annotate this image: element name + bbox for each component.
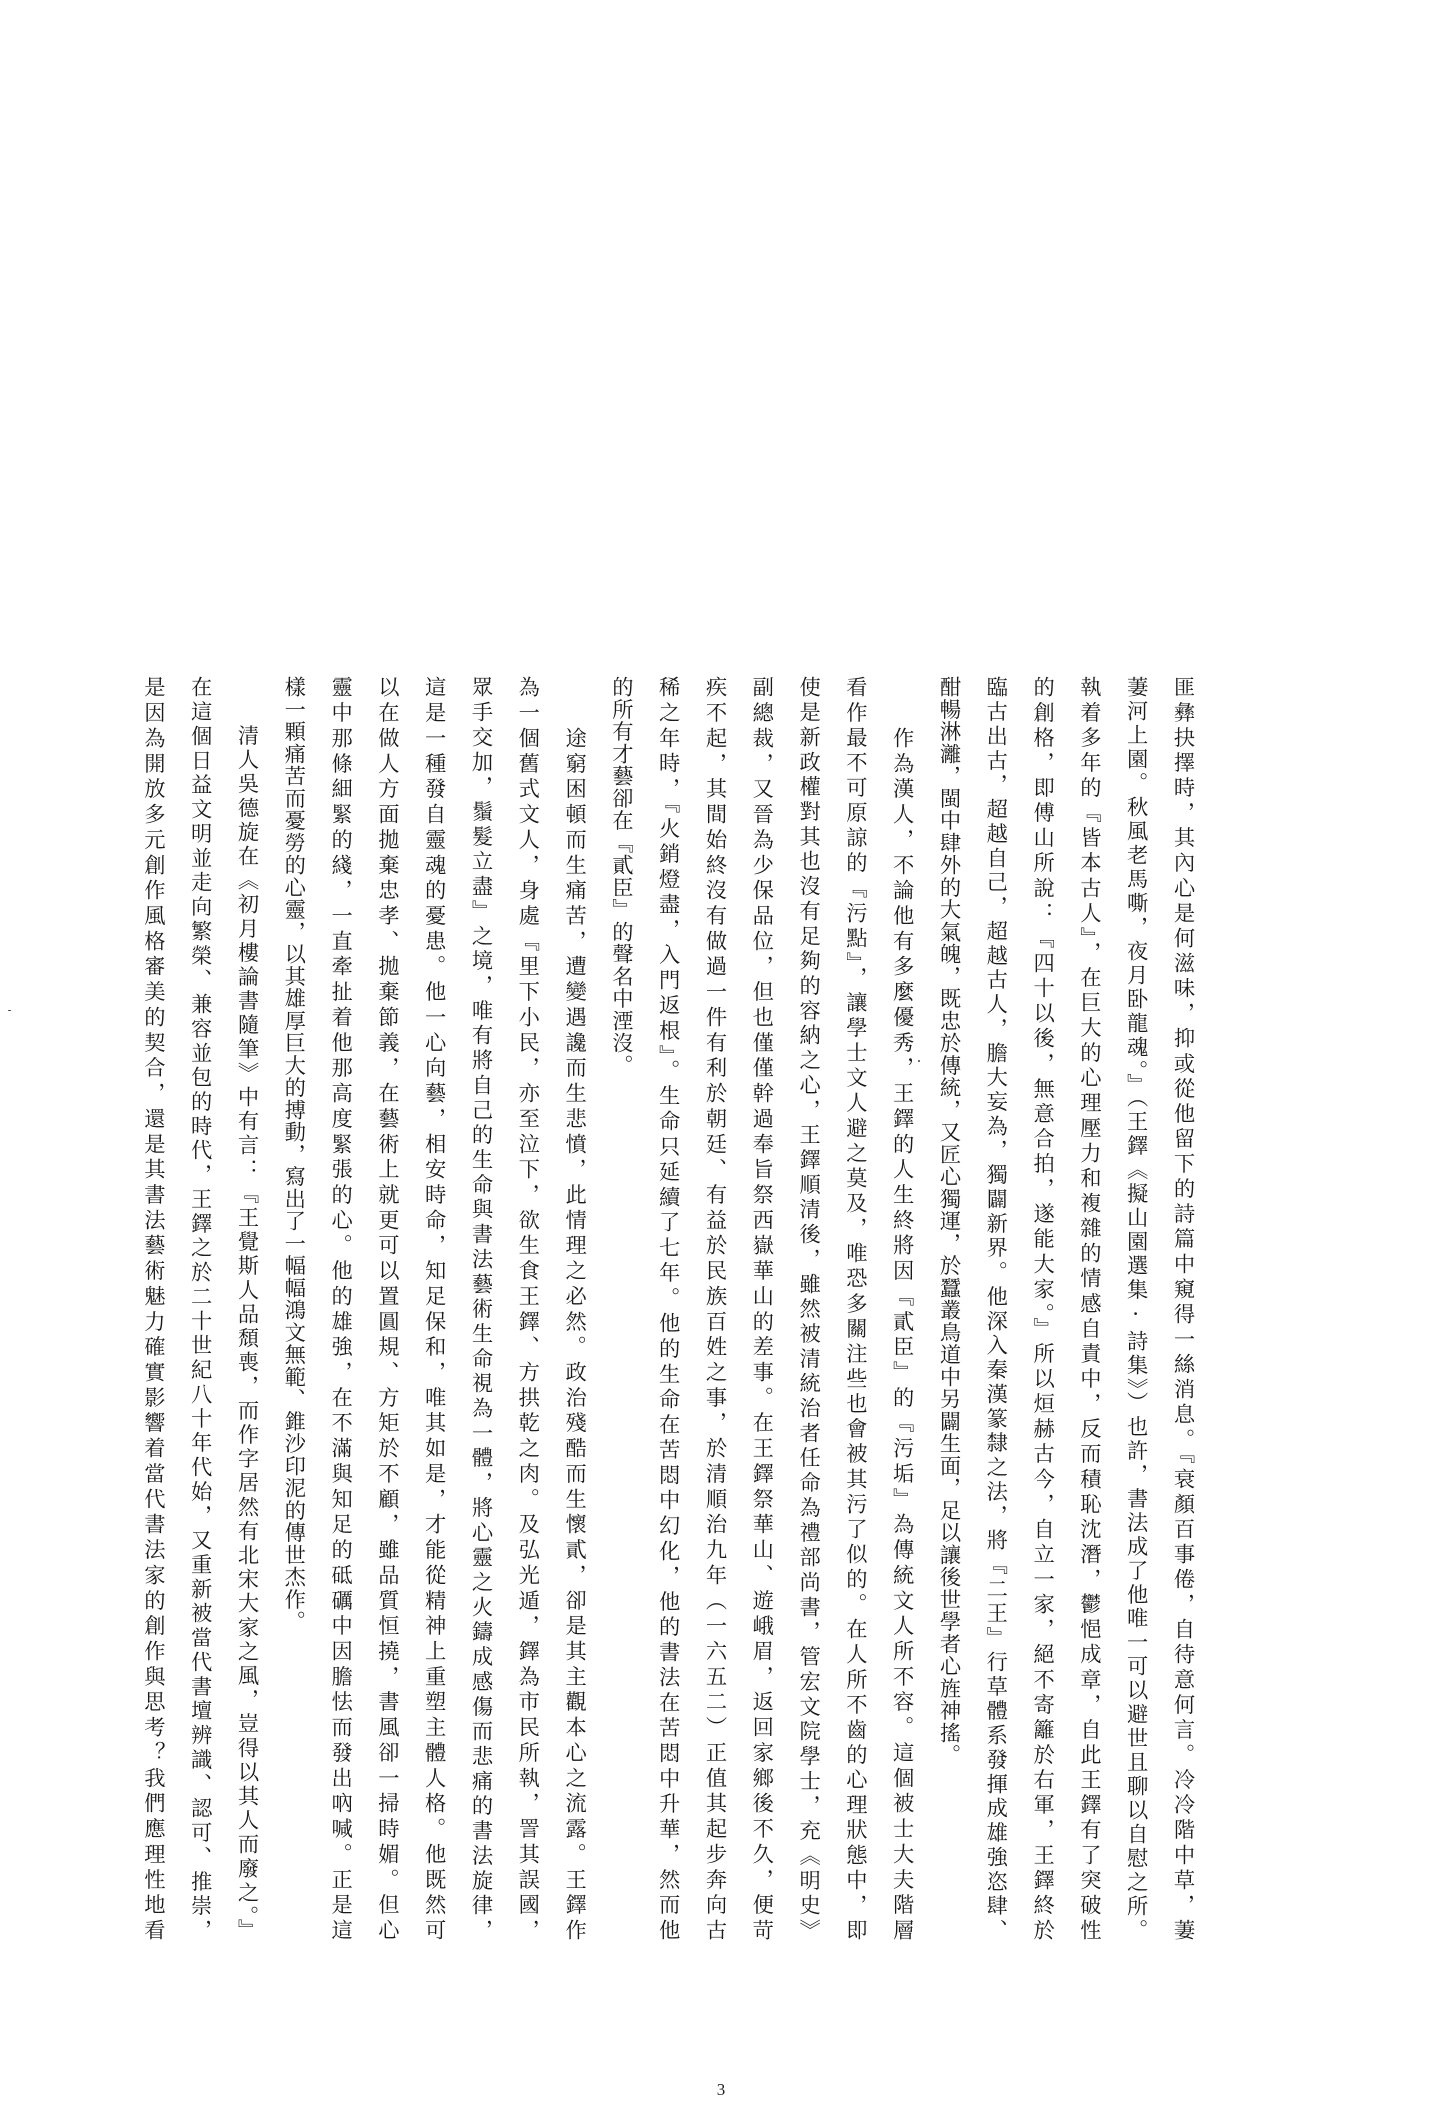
text-column: 在這個日益文明並走向繁榮、兼容並包的時代，王鐸之於二十世紀八十年代始，又重新被當代書壇辨識、認可、推崇， [187, 676, 213, 1941]
text-column: 以在做人方面拋棄忠孝、拋棄節義，在藝術上就更可以置圓規、方矩於不顧，雖品質恒撓，書風卻一掃時媚。但心 [374, 676, 400, 1941]
text-column: 清人吳德旋在《初月樓論書隨筆》中有言：『王覺斯人品頹喪，而作字居然有北宋大家之風，豈得以其人而廢之。』 [234, 676, 259, 1941]
text-column: 作為漢人，不論他有多麼優秀，王鐸的人生終將因『貳臣』的『污垢』為傳統文人所不容。這個被士大夫階層 [889, 676, 915, 1941]
text-column: 的所有才藝卻在『貳臣』的聲名中湮沒。 [608, 676, 634, 1077]
text-column: 匪彝抉擇時，其內心是何滋味，抑或從他留下的詩篇中窺得一絲消息。『衰顏百事倦，自待意何言。冷冷階中草，萋 [1170, 676, 1195, 1941]
text-column: 疾不起，其間始終沒有做過一件有利於朝廷、有益於民族百姓之事，於清順治九年（一六五二）正值其起步奔向古 [702, 676, 727, 1941]
text-column: 是因為開放多元創作風格審美的契合，還是其書法藝術魅力確實影響着當代書法家的創作與思考？我們應理性地看 [140, 676, 166, 1941]
text-column: 酣暢淋灕，閩中肆外的大氣魄，既忠於傳統，又匠心獨運，於蠶叢鳥道中另闢生面，足以讓後世學者心旌神搖。 [936, 676, 961, 1767]
text-column: 為一個舊式文人，身處『里下小民，亦至泣下，欲生食王鐸、方拱乾之肉。及弘光遁，鐸為市民所執，詈其誤國， [514, 676, 540, 1941]
text-column: 途窮困頓而生痛苦，遭變遇讒而生悲憤，此情理之必然。政治殘酷而生懷貳，卻是其主觀本心之流露。王鐸作 [561, 676, 587, 1941]
vertical-text-body [136, 676, 1198, 1941]
text-column: 的創格，即傅山所說：『四十以後，無意合拍，遂能大家。』所以烜赫古今，自立一家，絕不寄籬於右軍，王鐸終於 [1029, 676, 1055, 1941]
scan-speck [918, 1060, 920, 1062]
text-column: 眾手交加，鬚髮立盡』之境，唯有將自己的生命與書法藝術生命視為一體，將心靈之火鑄成感傷而悲痛的書法旋律， [468, 676, 493, 1941]
text-column: 副總裁，又晉為少保品位，但也僅僅幹過奉旨祭西嶽華山的差事。在王鐸祭華山、遊峨眉，返回家鄉後不久，便苛 [748, 676, 774, 1941]
text-column: 萋河上園。秋風老馬嘶，夜月卧龍魂。』（王鐸《擬山園選集·詩集》）也許，書法成了他唯一可以避世且聊以自慰之所。 [1123, 676, 1149, 1941]
text-column: 執着多年的『皆本古人』，在巨大的心理壓力和複雜的情感自責中，反而積恥沈潛，鬱悒成章，自此王鐸有了突破性 [1076, 676, 1102, 1941]
text-column: 使是新政權對其也沒有足夠的容納之心，王鐸順清後，雖然被清統治者任命為禮部尚書，管宏文院學士，充《明史》 [795, 676, 821, 1941]
text-column: 這是一種發自靈魂的憂患。他一心向藝，相安時命，知足保和，唯其如是，才能從精神上重塑主體人格。他既然可 [421, 676, 447, 1941]
text-column: 樣一顆痛苦而憂勞的心靈，以其雄厚巨大的搏動，寫出了一幅幅鴻文無範、錐沙印泥的傳世杰作。 [280, 676, 306, 1633]
text-column: 看作最不可原諒的『污點』，讓學士文人避之莫及，唯恐多關注些也會被其污了似的。在人所不齒的心理狀態中，即 [842, 676, 868, 1941]
scan-speck [8, 1010, 11, 1011]
page-number: 3 [716, 2080, 726, 2099]
text-column: 靈中那條細緊的綫，一直牽扯着他那高度緊張的心。他的雄強，在不滿與知足的砥礪中因膽怯而發出吶喊。正是這 [327, 676, 353, 1941]
text-column: 臨古出古，超越自己，超越古人，膽大妄為，獨闢新界。他深入秦漢篆隸之法，將『二王』行草體系發揮成雄強恣肆、 [982, 676, 1008, 1941]
text-column: 稀之年時，『火銷燈盡，入門返根』。生命只延續了七年。他的生命在苦悶中幻化，他的書法在苦悶中升華，然而他 [655, 676, 681, 1941]
